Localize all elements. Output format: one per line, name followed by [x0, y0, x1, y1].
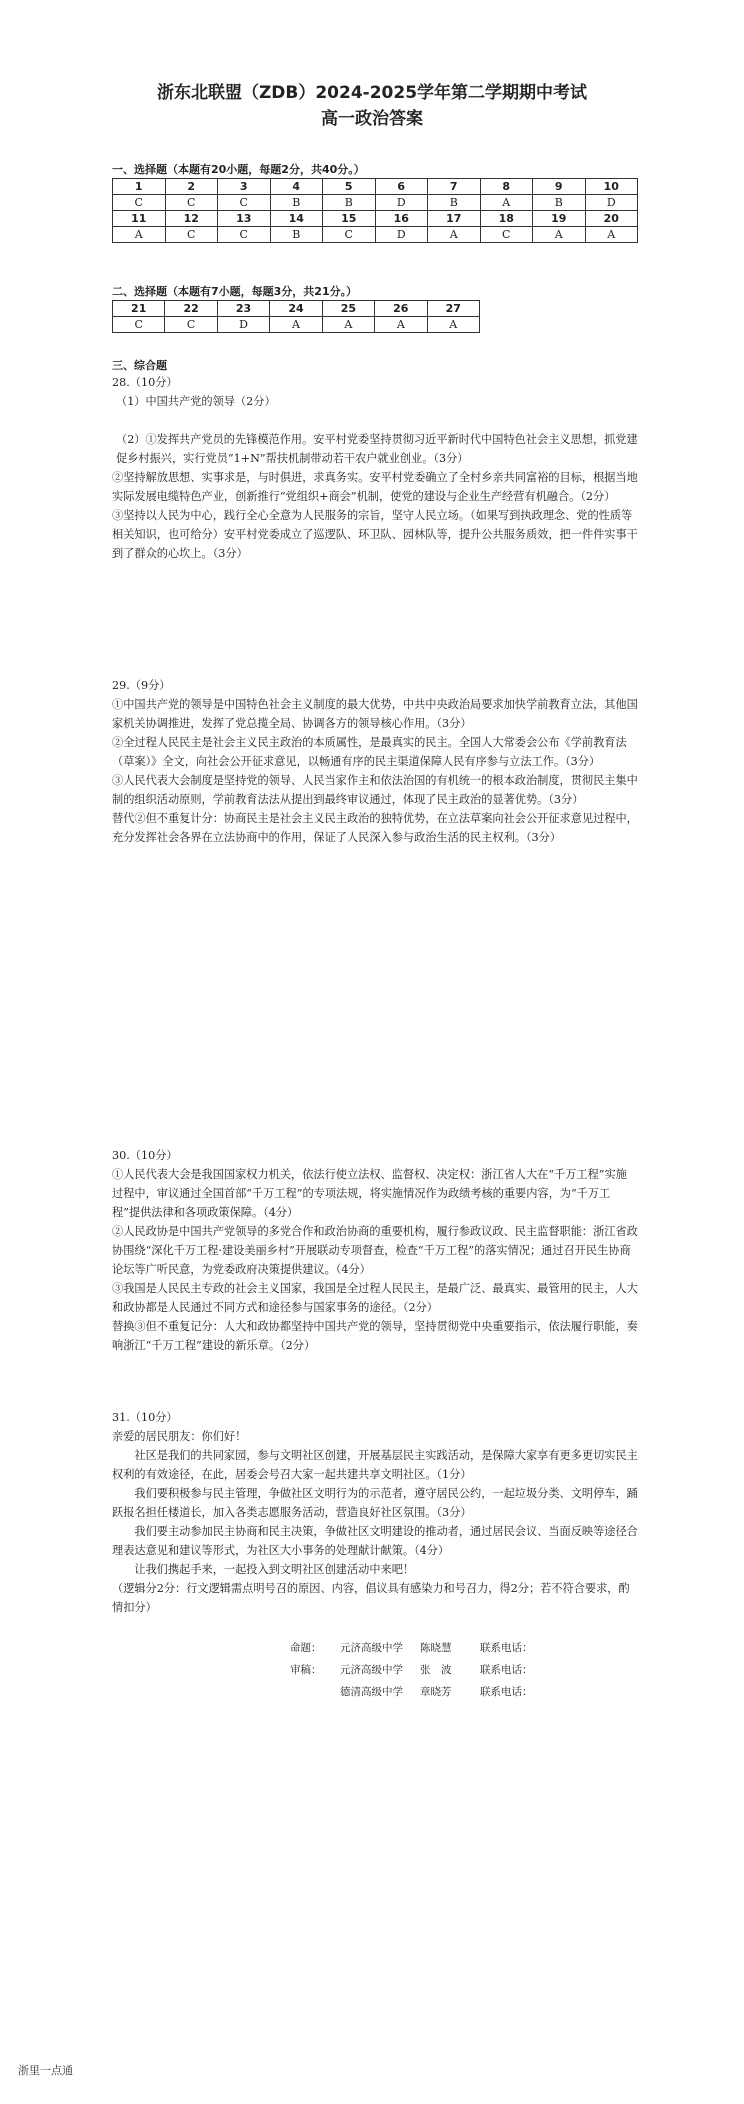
signoff-role: 命题：	[290, 1642, 322, 1654]
answer-paragraph: ③坚持以人民为中心，践行全心全意为人民服务的宗旨，坚守人民立场。（如果写到执政理念、党的性质等相关知识，也可给分）安平村党委成立了巡逻队、环卫队、园林队等，提升公共服务质效，把一件件实事干到了群众的心坎上。（3分）	[112, 509, 638, 560]
signoff-school: 元济高级中学	[340, 1642, 403, 1654]
answer-paragraph: ②人民政协是中国共产党领导的多党合作和政治协商的重要机构，履行参政议政、民主监督职能：浙江省政协围绕“深化千万工程·建设美丽乡村”开展联动专项督查，检查“千万工程”的落实情况；通过召开民生协商论坛等广听民意，为党委政府决策提供建议。（4分）	[112, 1225, 638, 1276]
question-28	[112, 373, 638, 563]
section-2-heading: 二、选择题（本题有7小题，每题3分，共21分。）	[112, 285, 358, 298]
answer-table-2	[112, 300, 480, 333]
answer-cell: D	[585, 195, 638, 211]
question-number: 24	[270, 301, 322, 317]
question-29	[112, 676, 638, 847]
signoff-name: 章晓芳	[420, 1686, 452, 1698]
question-number: 1	[113, 179, 166, 195]
answer-paragraph: ①中国共产党的领导是中国特色社会主义制度的最大优势，中共中央政治局要求加快学前教育立法，其他国家机关协调推进，发挥了党总揽全局、协调各方的领导核心作用。（3分）	[112, 698, 638, 730]
answer-table-1	[112, 178, 638, 243]
question-number: 7	[428, 179, 481, 195]
question-number: 19	[533, 211, 586, 227]
signoff-name: 陈晓慧	[420, 1642, 452, 1654]
table-row	[113, 301, 480, 317]
answer-cell: A	[113, 227, 166, 243]
signoff-role	[290, 1681, 340, 1703]
signoff-name: 张 波	[420, 1664, 452, 1676]
letter-greeting: 亲爱的居民朋友：你们好！	[112, 1430, 247, 1443]
answer-cell: D	[375, 227, 428, 243]
footer-watermark: 浙里一点通	[18, 2064, 73, 2077]
answer-paragraph: 社区是我们的共同家园，参与文明社区创建，开展基层民主实践活动，是保障大家享有更多更切实民主权利的有效途径，在此，居委会号召大家一起共建共享文明社区。（1分）	[112, 1449, 638, 1481]
answer-paragraph: ②全过程人民民主是社会主义民主政治的本质属性，是最真实的民主。全国人大常委会公布《学前教育法（草案）》全文，向社会公开征求意见，以畅通有序的民主渠道保障人民有序参与立法工作。（3分）	[112, 736, 627, 768]
signoff-row	[290, 1637, 533, 1659]
answer-cell: A	[480, 195, 533, 211]
answer-cell: C	[480, 227, 533, 243]
section-1-heading: 一、选择题（本题有20小题，每题2分，共40分。）	[112, 163, 365, 176]
document-title: 浙东北联盟（ZDB）2024-2025学年第二学期期中考试	[156, 83, 588, 103]
signoff-phone: 联系电话：	[480, 1642, 533, 1654]
answer-paragraph: （2）①发挥共产党员的先锋模范作用。安平村党委坚持贯彻习近平新时代中国特色社会主义思想，抓党建促乡村振兴，实行党员“1+N”帮扶机制带动若干农户就业创业。（3分）	[116, 433, 638, 465]
question-number: 12	[165, 211, 218, 227]
answer-cell: D	[375, 195, 428, 211]
answer-cell: A	[322, 317, 374, 333]
question-number: 4	[270, 179, 323, 195]
answer-paragraph: 我们要主动参加民主协商和民主决策，争做社区文明建设的推动者，通过居民会议、当面反映等途径合理表达意见和建议等形式，为社区大小事务的处理献计献策。（4分）	[112, 1525, 638, 1557]
question-heading: 28.（10分）	[112, 376, 178, 389]
answer-cell: C	[218, 227, 271, 243]
question-30	[112, 1146, 638, 1355]
question-number: 18	[480, 211, 533, 227]
answer-cell: C	[323, 227, 376, 243]
answer-paragraph: ②坚持解放思想、实事求是，与时俱进，求真务实。安平村党委确立了全村乡亲共同富裕的目标，根据当地实际发展电缆特色产业，创新推行“党组织+商会”机制，使党的建设与企业生产经营有机融合。（2分）	[112, 471, 638, 503]
question-number: 3	[218, 179, 271, 195]
answer-cell: A	[428, 227, 481, 243]
signoff-school: 元济高级中学	[340, 1664, 403, 1676]
question-heading: 29.（9分）	[112, 679, 171, 692]
answer-cell: C	[165, 195, 218, 211]
document-subtitle: 高一政治答案	[321, 109, 423, 129]
signoff-row	[290, 1659, 533, 1681]
signoff-phone: 联系电话：	[480, 1686, 533, 1698]
answer-cell: C	[165, 317, 217, 333]
question-number: 9	[533, 179, 586, 195]
question-number: 8	[480, 179, 533, 195]
question-number: 23	[217, 301, 269, 317]
answer-cell: A	[585, 227, 638, 243]
signoff-block	[290, 1637, 533, 1703]
answer-cell: A	[375, 317, 427, 333]
question-number: 17	[428, 211, 481, 227]
question-number: 14	[270, 211, 323, 227]
answer-paragraph: ③我国是人民民主专政的社会主义国家，我国是全过程人民民主，是最广泛、最真实、最管用的民主，人大和政协都是人民通过不同方式和途径参与国家事务的途径。（2分）	[112, 1282, 638, 1314]
question-number: 11	[113, 211, 166, 227]
question-number: 10	[585, 179, 638, 195]
answer-paragraph: 我们要积极参与民主管理，争做社区文明行为的示范者，遵守居民公约，一起垃圾分类、文明停车，踊跃报名担任楼道长，加入各类志愿服务活动，营造良好社区氛围。（3分）	[112, 1487, 638, 1519]
answer-cell: B	[323, 195, 376, 211]
question-number: 22	[165, 301, 217, 317]
question-number: 5	[323, 179, 376, 195]
signoff-row	[290, 1681, 533, 1703]
question-number: 25	[322, 301, 374, 317]
question-heading: 31.（10分）	[112, 1411, 178, 1424]
answer-cell: B	[270, 227, 323, 243]
table-row	[113, 317, 480, 333]
answer-cell: C	[113, 195, 166, 211]
signoff-phone: 联系电话：	[480, 1664, 533, 1676]
answer-paragraph: 让我们携起手来，一起投入到文明社区创建活动中来吧！	[134, 1563, 415, 1576]
question-number: 16	[375, 211, 428, 227]
answer-paragraph: ①人民代表大会是我国国家权力机关，依法行使立法权、监督权、决定权：浙江省人大在“千万工程”实施过程中，审议通过全国首部“千万工程”的专项法规，将实施情况作为政绩考核的重要内容，为“千万工程”提供法律和各项政策保障。（4分）	[112, 1168, 627, 1219]
table-row	[113, 179, 638, 195]
question-heading: 30.（10分）	[112, 1149, 178, 1162]
question-number: 6	[375, 179, 428, 195]
scoring-note: （逻辑分2分：行文逻辑需点明号召的原因、内容，倡议具有感染力和号召力，得2分；若不符合要求，酌情扣分）	[112, 1582, 630, 1614]
question-number: 26	[375, 301, 427, 317]
signoff-role: 审稿：	[290, 1664, 322, 1676]
table-row	[113, 195, 638, 211]
answer-cell: C	[218, 195, 271, 211]
question-number: 21	[113, 301, 165, 317]
answer-cell: B	[533, 195, 586, 211]
question-number: 2	[165, 179, 218, 195]
table-row	[113, 227, 638, 243]
answer-cell: B	[428, 195, 481, 211]
table-row	[113, 211, 638, 227]
answer-paragraph: ③人民代表大会制度是坚持党的领导、人民当家作主和依法治国的有机统一的根本政治制度，贯彻民主集中制的组织活动原则，学前教育法法从提出到最终审议通过，体现了民主政治的显著优势。（3分）	[112, 774, 638, 806]
question-number: 27	[427, 301, 479, 317]
section-3-heading: 三、综合题	[112, 359, 167, 372]
answer-cell: A	[427, 317, 479, 333]
answer-paragraph: 替换③但不重复记分：人大和政协都坚持中国共产党的领导，坚持贯彻党中央重要指示，依法履行职能，奏响浙江“千万工程”建设的新乐章。（2分）	[112, 1320, 638, 1352]
question-number: 20	[585, 211, 638, 227]
answer-paragraph: （1）中国共产党的领导（2分）	[116, 395, 276, 408]
question-31	[112, 1408, 638, 1617]
question-number: 15	[323, 211, 376, 227]
signoff-school: 德清高级中学	[340, 1686, 403, 1698]
answer-cell: C	[113, 317, 165, 333]
answer-cell: C	[165, 227, 218, 243]
answer-cell: A	[270, 317, 322, 333]
answer-cell: D	[217, 317, 269, 333]
answer-cell: A	[533, 227, 586, 243]
question-number: 13	[218, 211, 271, 227]
answer-paragraph: 替代②但不重复计分：协商民主是社会主义民主政治的独特优势，在立法草案向社会公开征求意见过程中，充分发挥社会各界在立法协商中的作用，保证了人民深入参与政治生活的民主权利。（3分）	[112, 812, 638, 844]
answer-cell: B	[270, 195, 323, 211]
